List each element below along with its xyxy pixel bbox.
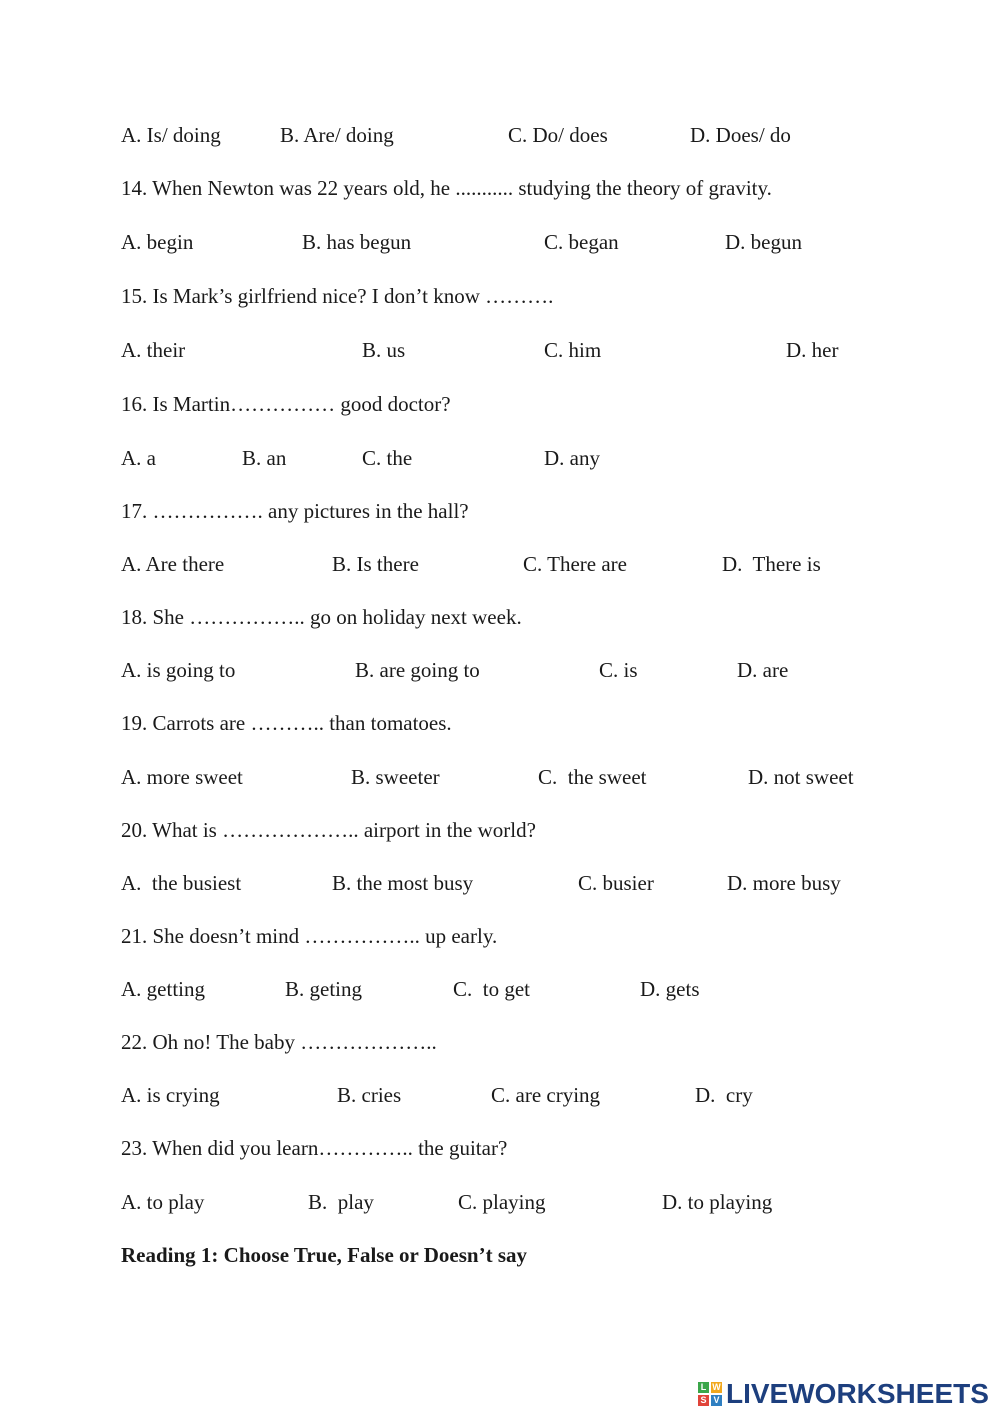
options-row (0, 969, 1000, 1009)
question-21-text: 21. She doesn’t mind …………….. up early. (121, 924, 498, 948)
options-row (0, 330, 1000, 370)
option-c[interactable]: C. to get (453, 977, 530, 1001)
liveworksheets-logo (698, 1376, 989, 1412)
options-row (0, 757, 1000, 797)
option-c[interactable]: C. There are (523, 552, 627, 576)
question-stem (0, 810, 1000, 850)
option-d[interactable]: D. not sweet (748, 765, 854, 789)
question-stem (0, 916, 1000, 956)
option-a[interactable]: A. Is/ doing (121, 123, 221, 147)
option-c[interactable]: C. busier (578, 871, 654, 895)
section-heading (0, 1235, 1000, 1275)
options-row (0, 863, 1000, 903)
option-c[interactable]: C. is (599, 658, 638, 682)
option-a[interactable]: A. the busiest (121, 871, 242, 895)
option-a[interactable]: A. is going to (121, 658, 236, 682)
options-row (0, 115, 1000, 155)
options-row (0, 222, 1000, 262)
option-d[interactable]: D. There is (722, 552, 821, 576)
option-b[interactable]: B. play (308, 1190, 374, 1214)
option-c[interactable]: C. the (362, 446, 413, 470)
option-b[interactable]: B. Is there (332, 552, 419, 576)
question-23-text: 23. When did you learn………….. the guitar? (121, 1136, 508, 1160)
options-row (0, 1182, 1000, 1222)
options-row (0, 438, 1000, 478)
option-d[interactable]: D. cry (695, 1083, 753, 1107)
brand-mark-icon: L W S V (698, 1382, 722, 1406)
option-b[interactable]: B. the most busy (332, 871, 474, 895)
option-c[interactable]: C. him (544, 338, 602, 362)
options-row (0, 1075, 1000, 1115)
option-d[interactable]: D. more busy (727, 871, 841, 895)
option-a[interactable]: A. more sweet (121, 765, 243, 789)
option-a[interactable]: A. a (121, 446, 156, 470)
option-b[interactable]: B. sweeter (351, 765, 440, 789)
option-b[interactable]: B. are going to (355, 658, 480, 682)
question-20-text: 20. What is ……………….. airport in the world? (121, 818, 536, 842)
option-b[interactable]: B. us (362, 338, 406, 362)
option-a[interactable]: A. to play (121, 1190, 205, 1214)
option-d[interactable]: D. begun (725, 230, 802, 254)
option-c[interactable]: C. the sweet (538, 765, 647, 789)
question-stem (0, 168, 1000, 208)
option-d[interactable]: D. are (737, 658, 789, 682)
option-b[interactable]: B. Are/ doing (280, 123, 394, 147)
option-d[interactable]: D. Does/ do (690, 123, 791, 147)
question-stem (0, 384, 1000, 424)
option-d[interactable]: D. gets (640, 977, 700, 1001)
option-a[interactable]: A. getting (121, 977, 205, 1001)
question-17-text: 17. ……………. any pictures in the hall? (121, 499, 469, 523)
question-stem (0, 276, 1000, 316)
options-row (0, 650, 1000, 690)
option-c[interactable]: C. began (544, 230, 619, 254)
option-d[interactable]: D. to playing (662, 1190, 773, 1214)
reading-1-heading: Reading 1: Choose True, False or Doesn’t say (121, 1243, 527, 1267)
question-stem (0, 491, 1000, 531)
question-19-text: 19. Carrots are ……….. than tomatoes. (121, 711, 452, 735)
question-16-text: 16. Is Martin…………… good doctor? (121, 392, 451, 416)
option-b[interactable]: B. cries (337, 1083, 402, 1107)
option-a[interactable]: A. begin (121, 230, 194, 254)
option-c[interactable]: C. playing (458, 1190, 546, 1214)
option-a[interactable]: A. is crying (121, 1083, 220, 1107)
option-a[interactable]: A. Are there (121, 552, 225, 576)
question-stem (0, 597, 1000, 637)
question-stem (0, 1022, 1000, 1062)
option-b[interactable]: B. an (242, 446, 287, 470)
question-22-text: 22. Oh no! The baby ……………….. (121, 1030, 437, 1054)
options-row (0, 544, 1000, 584)
option-b[interactable]: B. has begun (302, 230, 412, 254)
question-15-text: 15. Is Mark’s girlfriend nice? I don’t know ………. (121, 284, 554, 308)
option-b[interactable]: B. geting (285, 977, 362, 1001)
option-c[interactable]: C. are crying (491, 1083, 601, 1107)
option-a[interactable]: A. their (121, 338, 186, 362)
option-d[interactable]: D. her (786, 338, 839, 362)
option-d[interactable]: D. any (544, 446, 600, 470)
question-stem (0, 703, 1000, 743)
option-c[interactable]: C. Do/ does (508, 123, 608, 147)
question-18-text: 18. She …………….. go on holiday next week. (121, 605, 522, 629)
brand-text: LIVEWORKSHEETS (726, 1378, 989, 1409)
question-stem (0, 1128, 1000, 1168)
question-14-text: 14. When Newton was 22 years old, he ........... studying the theory of gravity. (121, 176, 772, 200)
